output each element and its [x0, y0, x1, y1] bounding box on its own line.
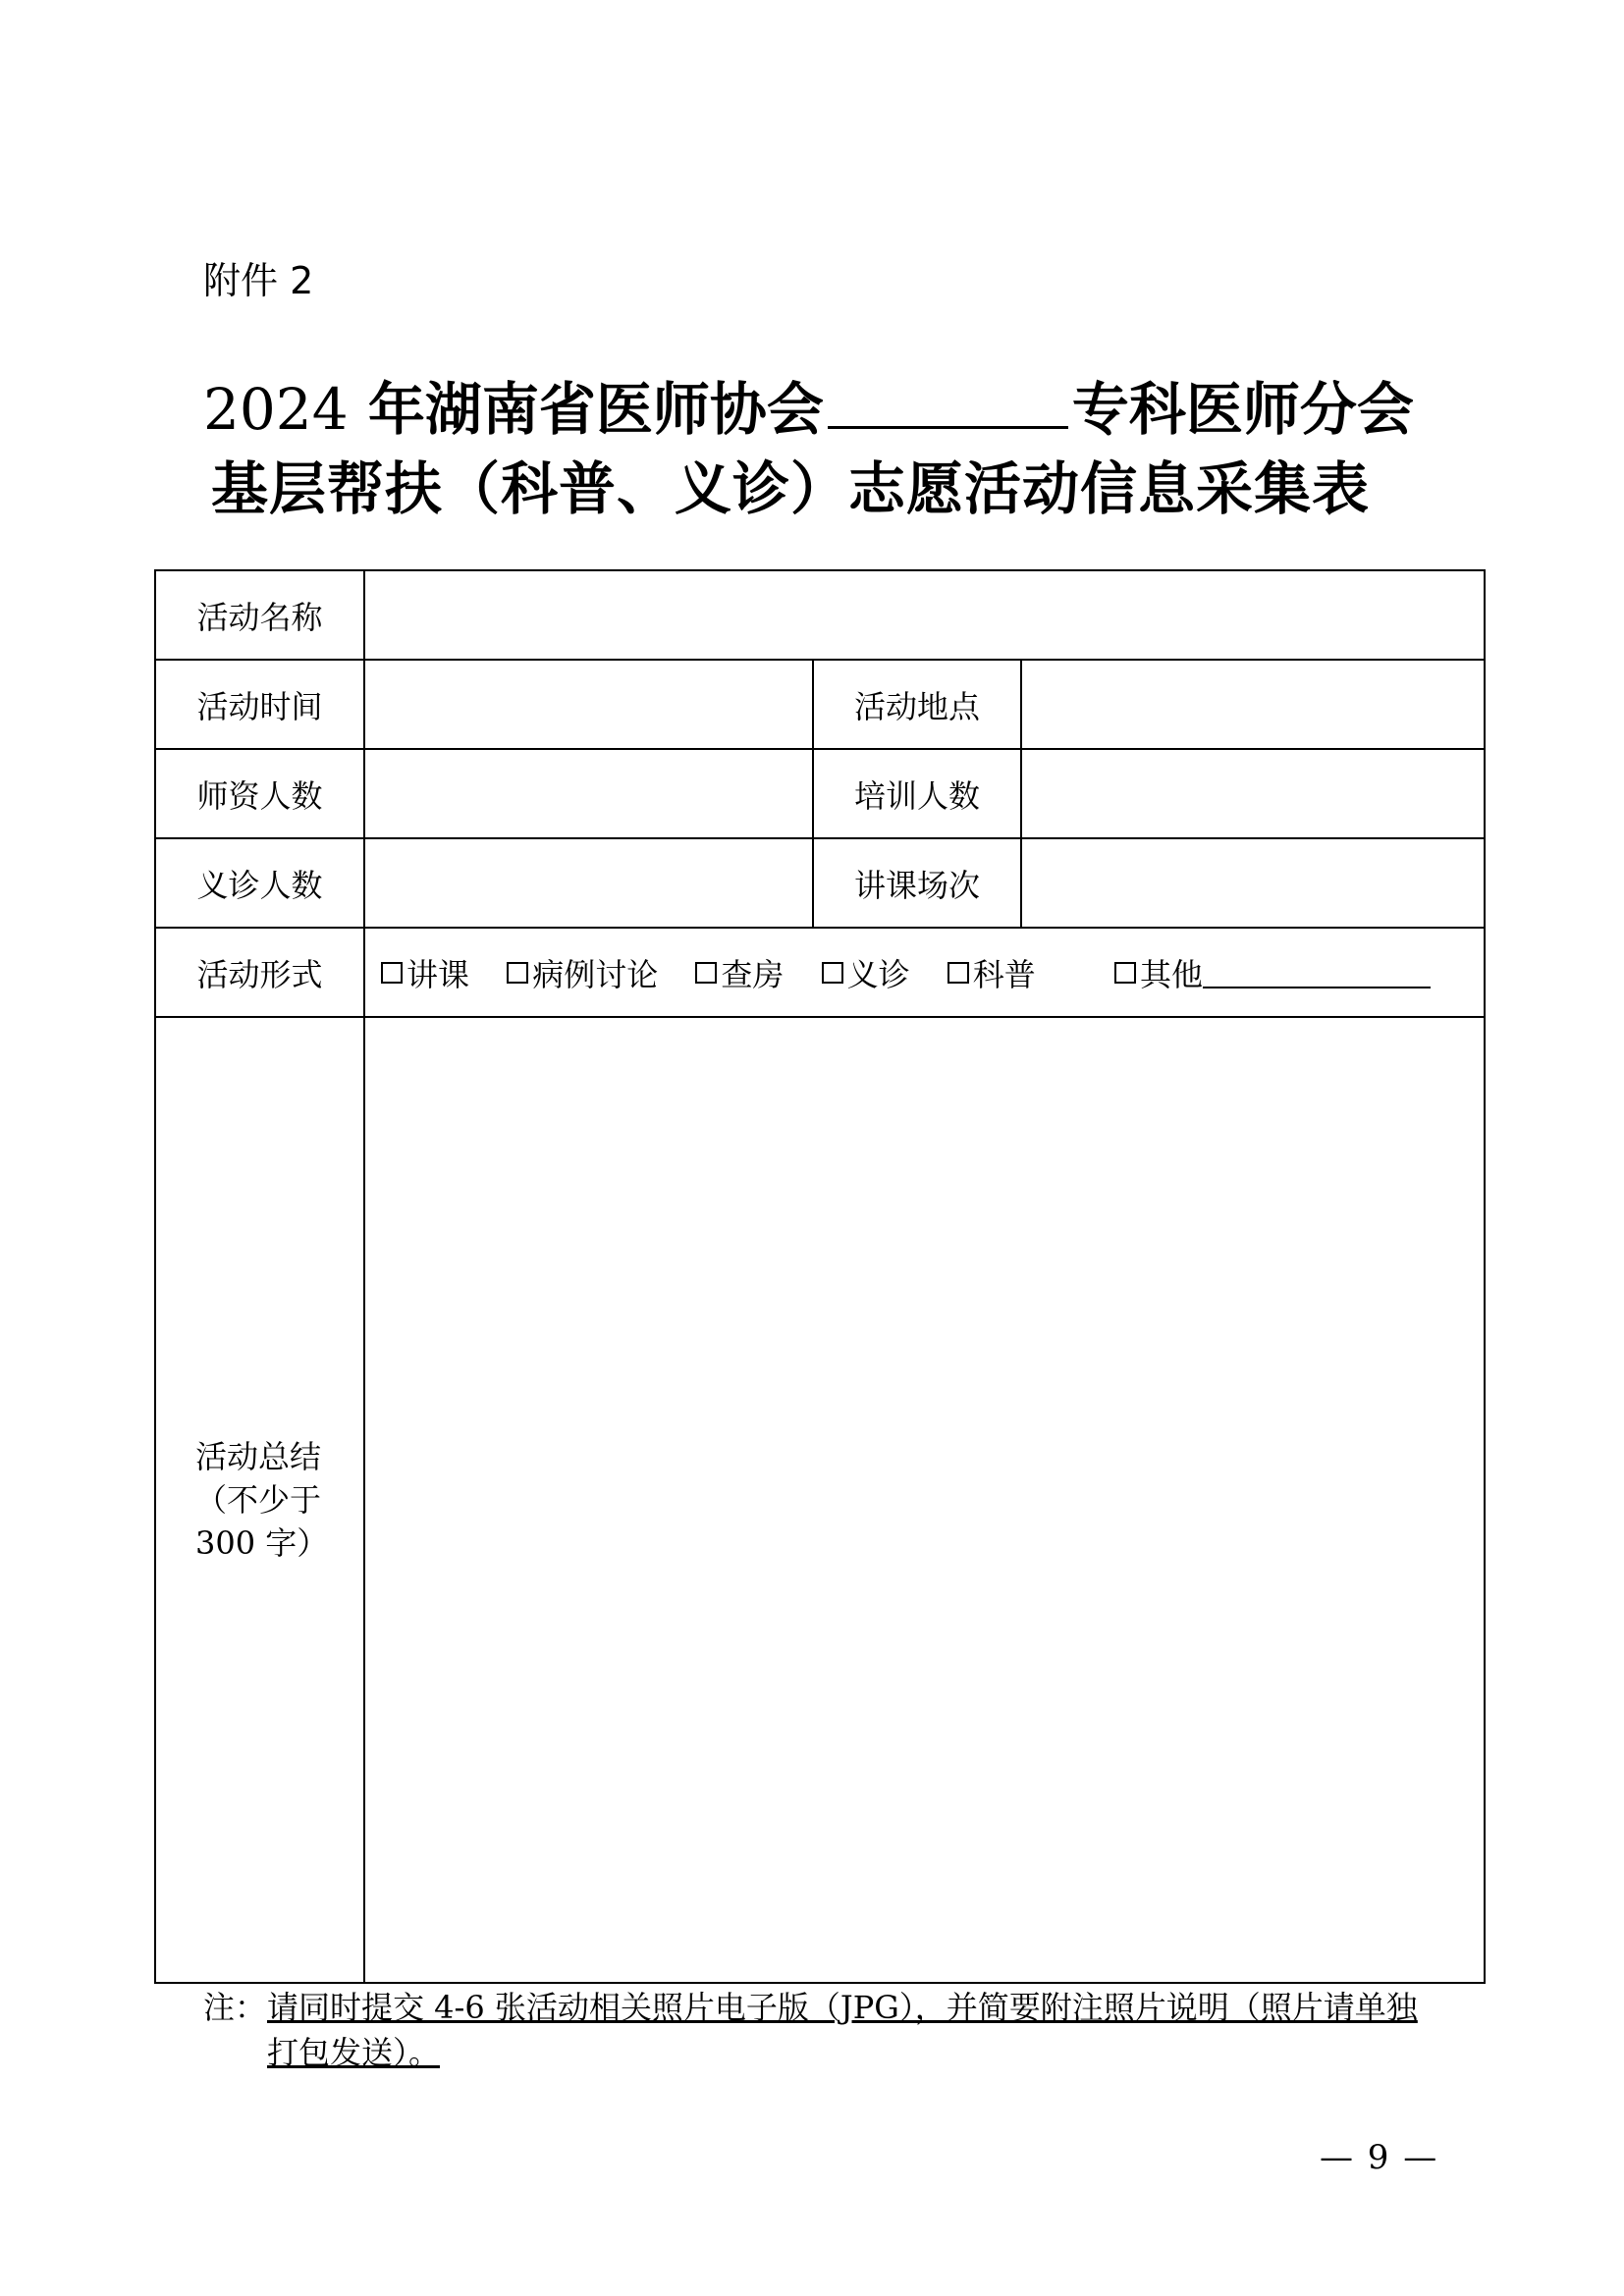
option-label: 查房 — [721, 955, 785, 993]
title-blank[interactable] — [828, 375, 1068, 429]
label-activity-time: 活动时间 — [155, 660, 364, 749]
label-trainee-count: 培训人数 — [813, 749, 1021, 838]
title-year: 2024 — [203, 376, 349, 443]
title-suffix: 专科医师分会 — [1071, 376, 1414, 443]
row-activity-name — [155, 570, 1485, 660]
option-case-discussion[interactable] — [507, 950, 658, 995]
row-clinic-lecture — [155, 838, 1485, 928]
label-activity-form: 活动形式 — [155, 928, 364, 1017]
summary-label-line: （不少于 — [195, 1481, 322, 1519]
label-activity-location: 活动地点 — [813, 660, 1021, 749]
label-summary — [155, 1017, 364, 1983]
option-ward-round[interactable] — [695, 950, 784, 995]
field-summary[interactable] — [364, 1017, 1485, 1983]
title-line-1 — [203, 375, 1431, 444]
option-other[interactable] — [1114, 950, 1431, 995]
field-activity-location[interactable] — [1021, 660, 1485, 749]
option-label: 义诊 — [846, 955, 910, 993]
note-text: 请同时提交 4-6 张活动相关照片电子版（JPG），并简要附注照片说明（照片请单独打包发送）。 — [267, 1989, 1418, 2071]
page-number: — 9 — — [1320, 2138, 1439, 2177]
field-lecture-sessions[interactable] — [1021, 838, 1485, 928]
option-label: 病例讨论 — [532, 955, 659, 993]
label-activity-name: 活动名称 — [155, 570, 364, 660]
option-science[interactable] — [947, 950, 1036, 995]
title-prefix: 年湖南省医师协会 — [367, 376, 824, 443]
info-form-table — [154, 569, 1486, 1984]
option-label: 讲课 — [406, 955, 470, 993]
checkbox-icon[interactable] — [822, 962, 843, 984]
attachment-label: 附件 2 — [203, 259, 314, 302]
label-lecture-sessions: 讲课场次 — [813, 838, 1021, 928]
label-teacher-count: 师资人数 — [155, 749, 364, 838]
note-prefix: 注： — [203, 1989, 267, 2026]
option-free-clinic[interactable] — [822, 950, 910, 995]
field-teacher-count[interactable] — [364, 749, 813, 838]
field-activity-time[interactable] — [364, 660, 813, 749]
label-clinic-count: 义诊人数 — [155, 838, 364, 928]
other-input-line[interactable] — [1203, 957, 1431, 988]
option-label: 科普 — [972, 955, 1036, 993]
checkbox-icon[interactable] — [381, 962, 403, 984]
field-trainee-count[interactable] — [1021, 749, 1485, 838]
option-label: 其他 — [1139, 955, 1203, 993]
option-lecture[interactable] — [381, 950, 469, 995]
summary-label-line: 300 字） — [195, 1524, 329, 1562]
row-activity-form — [155, 928, 1485, 1017]
row-teacher-trainee — [155, 749, 1485, 838]
checkbox-icon[interactable] — [947, 962, 969, 984]
checkbox-icon[interactable] — [507, 962, 528, 984]
checkbox-icon[interactable] — [1114, 962, 1136, 984]
field-clinic-count[interactable] — [364, 838, 813, 928]
summary-label-line: 活动总结 — [195, 1438, 322, 1475]
title-line-2: 基层帮扶（科普、义诊）志愿活动信息采集表 — [211, 455, 1371, 522]
activity-form-options — [364, 928, 1485, 1017]
row-time-location — [155, 660, 1485, 749]
checkbox-icon[interactable] — [695, 962, 717, 984]
field-activity-name[interactable] — [364, 570, 1485, 660]
footnote — [203, 1985, 1440, 2075]
row-summary — [155, 1017, 1485, 1983]
